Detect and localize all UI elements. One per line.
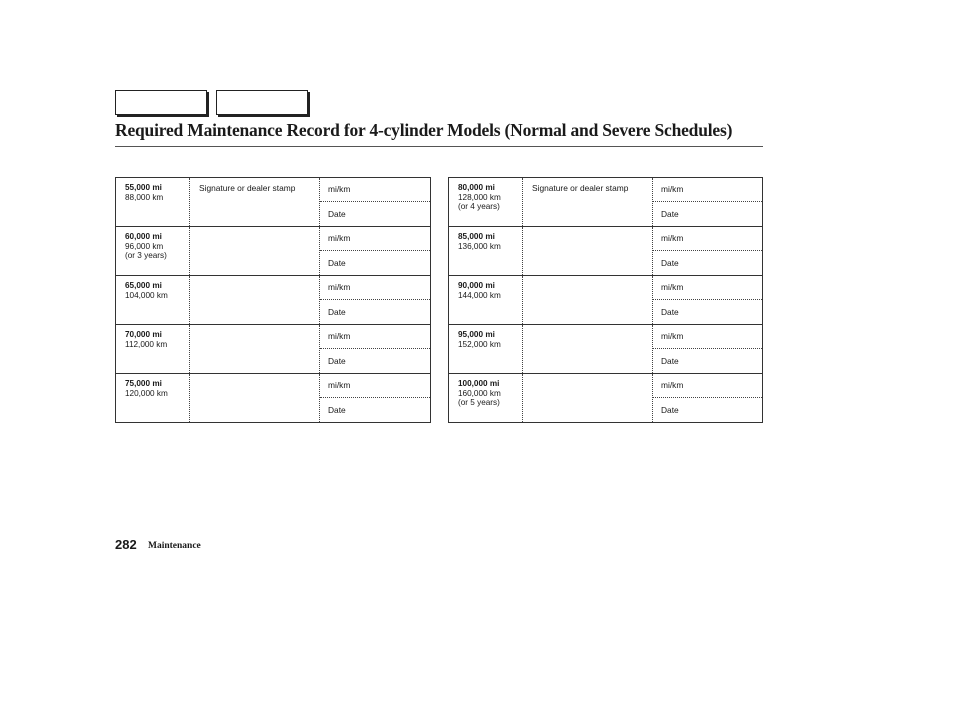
interval-cell	[449, 374, 523, 422]
mileage-label: mi/km	[661, 282, 684, 292]
interval-km: 128,000 km	[458, 192, 501, 202]
record-cell	[320, 227, 430, 275]
interval-cell	[449, 276, 523, 324]
signature-field[interactable]	[523, 227, 653, 275]
interval-miles: 80,000 mi	[458, 183, 495, 192]
record-row	[449, 373, 762, 422]
interval-miles: 100,000 mi	[458, 379, 500, 388]
interval-km: 88,000 km	[125, 192, 164, 202]
interval-km: 112,000 km	[125, 339, 168, 349]
mileage-label: mi/km	[328, 331, 351, 341]
mileage-label: mi/km	[661, 184, 684, 194]
interval-km: 96,000 km	[125, 241, 164, 251]
interval-miles: 70,000 mi	[125, 330, 162, 339]
title-rule	[115, 146, 763, 147]
date-label: Date	[328, 405, 346, 415]
mileage-label: mi/km	[328, 282, 351, 292]
header-tab-box-1	[115, 90, 207, 115]
maintenance-table-left	[115, 177, 431, 423]
signature-field[interactable]	[190, 276, 320, 324]
interval-km: 152,000 km	[458, 339, 501, 349]
record-row	[116, 178, 430, 226]
interval-miles: 65,000 mi	[125, 281, 162, 290]
mileage-field[interactable]	[320, 227, 430, 251]
date-field[interactable]	[653, 251, 762, 275]
page-title: Required Maintenance Record for 4-cylinder Models (Normal and Severe Schedules)	[115, 120, 733, 140]
interval-cell	[116, 276, 190, 324]
interval-cell	[116, 227, 190, 275]
mileage-label: mi/km	[661, 331, 684, 341]
date-label: Date	[661, 307, 679, 317]
record-row	[116, 373, 430, 422]
mileage-label: mi/km	[328, 380, 351, 390]
record-row	[116, 324, 430, 373]
date-field[interactable]	[320, 398, 430, 422]
date-label: Date	[328, 209, 346, 219]
date-label: Date	[661, 405, 679, 415]
mileage-field[interactable]	[653, 374, 762, 398]
interval-miles: 55,000 mi	[125, 183, 162, 192]
interval-miles: 75,000 mi	[125, 379, 162, 388]
date-label: Date	[328, 307, 346, 317]
signature-field[interactable]	[190, 227, 320, 275]
signature-field[interactable]	[523, 276, 653, 324]
interval-years: (or 3 years)	[125, 251, 167, 260]
mileage-field[interactable]	[320, 178, 430, 202]
record-row	[449, 226, 762, 275]
interval-km: 144,000 km	[458, 290, 501, 300]
mileage-label: mi/km	[328, 184, 351, 194]
mileage-field[interactable]	[320, 374, 430, 398]
interval-miles: 60,000 mi	[125, 232, 162, 241]
mileage-field[interactable]	[653, 276, 762, 300]
date-field[interactable]	[653, 349, 762, 373]
mileage-field[interactable]	[653, 325, 762, 349]
date-field[interactable]	[653, 300, 762, 324]
record-cell	[653, 227, 762, 275]
record-row	[116, 226, 430, 275]
date-label: Date	[661, 209, 679, 219]
page-number: 282	[115, 537, 137, 552]
header-tab-box-2	[216, 90, 308, 115]
mileage-field[interactable]	[653, 227, 762, 251]
record-row	[116, 275, 430, 324]
record-cell	[320, 276, 430, 324]
signature-field[interactable]	[190, 178, 320, 226]
date-field[interactable]	[320, 251, 430, 275]
record-cell	[653, 178, 762, 226]
interval-cell	[449, 325, 523, 373]
date-field[interactable]	[320, 349, 430, 373]
record-row	[449, 324, 762, 373]
interval-km: 136,000 km	[458, 241, 501, 251]
signature-label: Signature or dealer stamp	[199, 183, 296, 193]
interval-years: (or 4 years)	[458, 202, 500, 211]
mileage-label: mi/km	[661, 380, 684, 390]
date-label: Date	[661, 356, 679, 366]
record-cell	[320, 325, 430, 373]
mileage-label: mi/km	[328, 233, 351, 243]
mileage-field[interactable]	[320, 276, 430, 300]
maintenance-table-right	[448, 177, 763, 423]
signature-label: Signature or dealer stamp	[532, 183, 629, 193]
section-name: Maintenance	[148, 541, 201, 551]
record-cell	[653, 374, 762, 422]
date-label: Date	[328, 258, 346, 268]
signature-field[interactable]	[523, 374, 653, 422]
date-field[interactable]	[653, 202, 762, 226]
interval-cell	[449, 178, 523, 226]
interval-miles: 90,000 mi	[458, 281, 495, 290]
record-row	[449, 275, 762, 324]
interval-years: (or 5 years)	[458, 398, 500, 407]
interval-cell	[116, 374, 190, 422]
record-cell	[320, 374, 430, 422]
interval-miles: 85,000 mi	[458, 232, 495, 241]
signature-field[interactable]	[523, 325, 653, 373]
date-field[interactable]	[653, 398, 762, 422]
record-cell	[653, 276, 762, 324]
mileage-label: mi/km	[661, 233, 684, 243]
mileage-field[interactable]	[653, 178, 762, 202]
record-row	[449, 178, 762, 226]
signature-field[interactable]	[190, 325, 320, 373]
interval-miles: 95,000 mi	[458, 330, 495, 339]
signature-field[interactable]	[190, 374, 320, 422]
interval-cell	[116, 178, 190, 226]
date-label: Date	[661, 258, 679, 268]
interval-km: 104,000 km	[125, 290, 168, 300]
date-label: Date	[328, 356, 346, 366]
interval-km: 160,000 km	[458, 388, 501, 398]
date-field[interactable]	[320, 202, 430, 226]
date-field[interactable]	[320, 300, 430, 324]
record-cell	[320, 178, 430, 226]
signature-field[interactable]	[523, 178, 653, 226]
interval-cell	[116, 325, 190, 373]
interval-cell	[449, 227, 523, 275]
interval-km: 120,000 km	[125, 388, 168, 398]
record-cell	[653, 325, 762, 373]
mileage-field[interactable]	[320, 325, 430, 349]
